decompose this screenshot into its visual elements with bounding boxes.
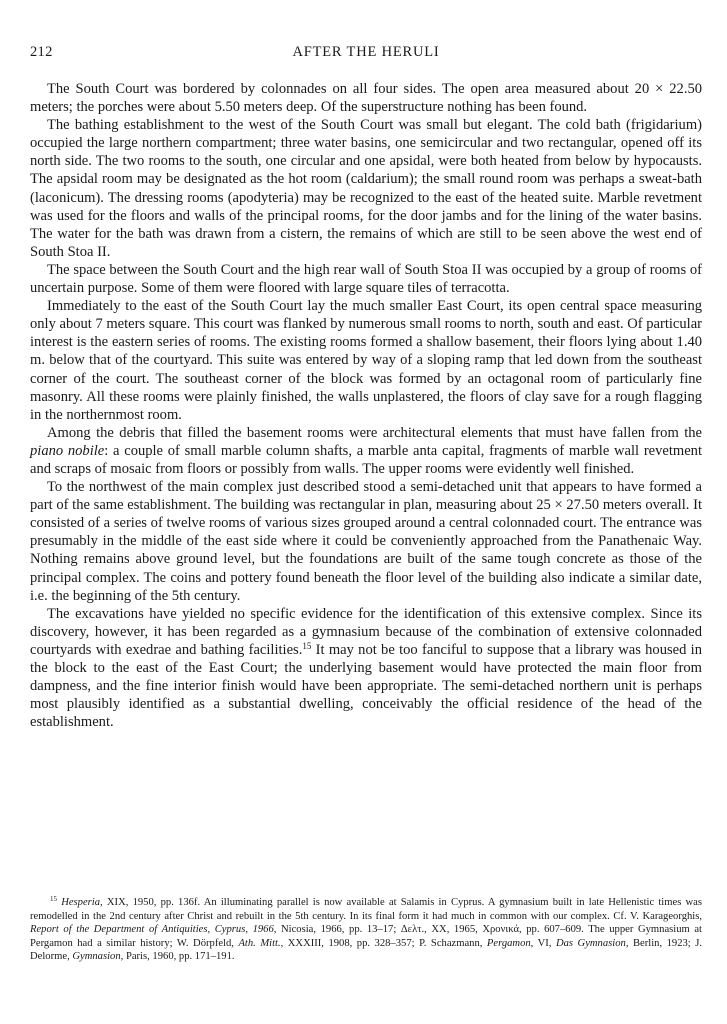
footnote-italic-1: Hesperia (61, 897, 101, 908)
footnote-italic-2: Report of the Department of Antiquities, Cyprus, 1966 (30, 924, 274, 936)
running-header (30, 44, 702, 66)
footnote-text-2: , Nicosia, 1966, pp. 13–17; Δελτ., XX, 1965, Χρονικά, pp. 607–609. The upper Gymnasium at Pergamon had a similar history; W. Dörpfeld, (30, 924, 702, 949)
footnote-italic-6: Gymnasion (72, 951, 121, 963)
body-text (30, 80, 702, 731)
piano-nobile-term: piano nobile (30, 442, 105, 459)
running-title: AFTER THE HERULI (292, 44, 440, 60)
paragraph-debris-text-a: Among the debris that filled the basement rooms were architectural elements that must have fallen from the (47, 424, 702, 441)
footnote-text-6: , Paris, 1960, pp. 171–191. (120, 951, 235, 963)
footnote-reference: 15 (302, 640, 312, 651)
footnote-15 (30, 896, 702, 964)
page-number: 212 (30, 44, 53, 60)
paragraph-debris (30, 424, 702, 478)
paragraph-gymnasium-identification (30, 605, 702, 732)
footnote-italic-3: Ath. Mitt. (238, 937, 281, 949)
paragraph-debris-text-b: : a couple of small marble column shafts, a marble anta capital, fragments of marble wall revetment and scraps of mosaic from floors or possibly from walls. The upper rooms were evidently well finished. (30, 442, 702, 477)
footnote-text-5: , Berlin, 1923; J. Delorme, (30, 937, 702, 963)
footnote-italic-5: Das Gymnasion (555, 937, 626, 949)
footnote-mark: 15 (50, 895, 57, 903)
footnotes (30, 896, 702, 964)
paragraph-east-court: Immediately to the east of the South Court lay the much smaller East Court, its open central space measuring only about 7 meters square. This court was flanked by numerous small rooms to north, south and east. Of particular interest is the eastern series of rooms. The existing rooms formed a shallow basement, their floors lying about 1.40 m. below that of the courtyard. This suite was entered by way of a sloping ramp that led down from the southeast corner of the court. The southeast corner of the block was formed by an octagonal room of particularly fine masonry. All these rooms were plainly finished, the walls unplastered, the floors of clay save for a rough flagging in the northernmost room. (30, 298, 702, 423)
paragraph-gymnasium-text-a: The excavations have yielded no specific evidence for the identification of this extensive complex. Since its discovery, however, it has been regarded as a gymnasium because of the combination of extensive colonnaded courtyards with exedrae and bathing facilities. (30, 605, 702, 658)
paragraph-south-court: The South Court was bordered by colonnades on all four sides. The open area measured about 20 × 22.50 meters; the porches were about 5.50 meters deep. Of the superstructure nothing has been found. (30, 81, 702, 116)
footnote-italic-4: Pergamon (486, 937, 531, 949)
page-content (30, 44, 702, 731)
paragraph-gymnasium-text-b: It may not be too fanciful to suppose that a library was housed in the block to the east of the East Court; the underlying basement would have protected the main floor from dampness, and the fine interior finish would have been appropriate. The semi-detached northern unit is perhaps most plausibly identified as a substantial dwelling, conceivably the official residence of the head of the establishment. (30, 641, 702, 731)
paragraph-bathing-establishment: The bathing establishment to the west of the South Court was small but elegant. The cold bath (frigidarium) occupied the large northern compartment; three water basins, one semicircular and two rectangular, opened off its north side. The two rooms to the south, one circular and one apsidal, were both heated from below by hypocausts. The apsidal room may be designated as the hot room (caldarium); the small round room was perhaps a sweat-bath (laconicum). The dressing rooms (apodyteria) may be recognized to the east of the heated suite. Marble revetment was used for the floors and walls of the principal rooms, for the door jambs and for the lining of the water basins. The water for the bath was drawn from a cistern, the remains of which are still to be seen above the west end of South Stoa II. (30, 117, 702, 260)
paragraph-rooms-uncertain-purpose: The space between the South Court and the high rear wall of South Stoa II was occupied by a group of rooms of uncertain purpose. Some of them were floored with large square tiles of terracotta. (30, 261, 702, 297)
paragraph-semi-detached-unit: To the northwest of the main complex just described stood a semi-detached unit that appears to have formed a part of the same establishment. The building was rectangular in plan, measuring about 25 × 27.50 meters overall. It consisted of a series of twelve rooms of various sizes grouped around a central colonnaded court. The entrance was presumably in the middle of the east side where it could be conveniently approached from the Panathenaic Way. Nothing remains above ground level, but the foundations are built of the same tough concrete as those of the principal complex. The coins and pottery found beneath the floor level of the building also indicate a similar date, i.e. the beginning of the 5th century. (30, 479, 702, 604)
footnote-text-3: , XXXIII, 1908, pp. 328–357; P. Schazmann, (280, 937, 487, 949)
footnote-text-4: , VI, (530, 937, 556, 949)
footnote-text-1: , XIX, 1950, pp. 136f. An illuminating parallel is now available at Salamis in Cyprus. A gymnasium built in late Hellenistic times was remodelled in the 2nd century after Christ and rebuilt in the 5th century. In its final form it had much in common with our complex. Cf. V. Karageorghis, (30, 897, 702, 922)
